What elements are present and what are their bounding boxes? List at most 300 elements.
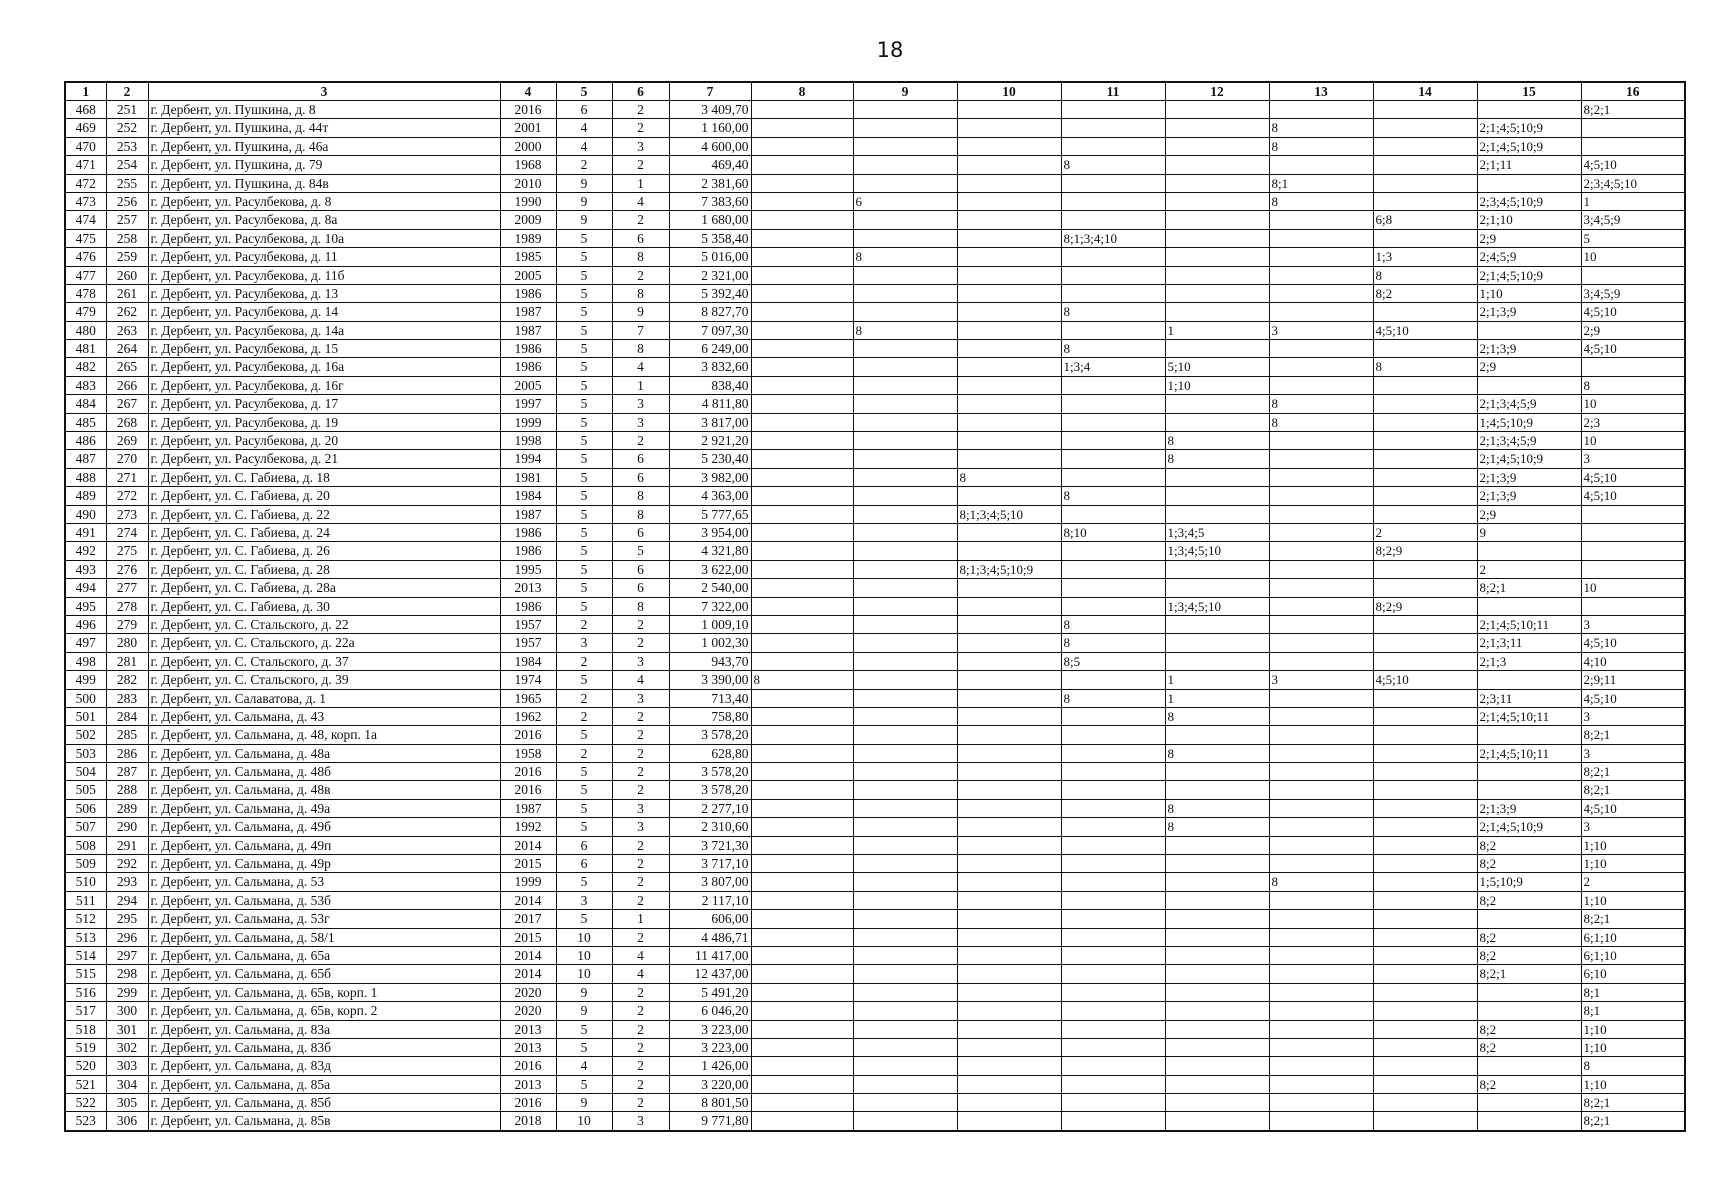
- table-row: [65, 1057, 1685, 1075]
- table-row: [65, 946, 1685, 964]
- cell-col-15: 2;1;3: [1477, 652, 1581, 670]
- cell-col-8: 8: [751, 671, 853, 689]
- cell-col-9: [853, 376, 957, 394]
- cell-floors: 5: [556, 450, 612, 468]
- cell-col-16: 2;9;11: [1581, 671, 1685, 689]
- cell-object-number: 263: [106, 321, 148, 339]
- cell-col-13: [1269, 542, 1373, 560]
- cell-object-number: 276: [106, 560, 148, 578]
- cell-col-10: [957, 855, 1061, 873]
- cell-address: г. Дербент, ул. Расулбекова, д. 19: [148, 413, 500, 431]
- table-row: [65, 395, 1685, 413]
- cell-row-number: 495: [65, 597, 106, 615]
- cell-col-12: [1165, 965, 1269, 983]
- cell-col-16: 4;5;10: [1581, 689, 1685, 707]
- cell-row-number: 489: [65, 487, 106, 505]
- cell-col-13: [1269, 1094, 1373, 1112]
- cell-col-10: [957, 965, 1061, 983]
- cell-col-11: [1061, 266, 1165, 284]
- cell-floors: 5: [556, 487, 612, 505]
- cell-col-10: [957, 726, 1061, 744]
- cell-col-8: [751, 137, 853, 155]
- cell-col-15: 2;1;3;9: [1477, 303, 1581, 321]
- cell-year-built: 1986: [500, 523, 556, 541]
- cell-col-8: [751, 413, 853, 431]
- cell-entrances: 2: [612, 873, 669, 891]
- cell-year-built: 1987: [500, 321, 556, 339]
- table-row: [65, 248, 1685, 266]
- table-row: [65, 671, 1685, 689]
- cell-col-8: [751, 101, 853, 119]
- cell-entrances: 2: [612, 432, 669, 450]
- cell-col-9: [853, 689, 957, 707]
- cell-col-12: [1165, 891, 1269, 909]
- cell-object-number: 264: [106, 340, 148, 358]
- cell-entrances: 7: [612, 321, 669, 339]
- cell-col-12: 1;3;4;5;10: [1165, 542, 1269, 560]
- cell-entrances: 3: [612, 652, 669, 670]
- cell-col-9: [853, 211, 957, 229]
- cell-col-14: [1373, 413, 1477, 431]
- cell-col-14: 4;5;10: [1373, 671, 1477, 689]
- cell-object-number: 274: [106, 523, 148, 541]
- cell-col-11: [1061, 119, 1165, 137]
- cell-object-number: 265: [106, 358, 148, 376]
- cell-col-8: [751, 855, 853, 873]
- cell-col-8: [751, 432, 853, 450]
- cell-col-13: 8: [1269, 873, 1373, 891]
- cell-row-number: 478: [65, 284, 106, 302]
- cell-year-built: 2015: [500, 855, 556, 873]
- cell-object-number: 286: [106, 744, 148, 762]
- cell-area: 3 982,00: [669, 468, 751, 486]
- cell-col-12: [1165, 303, 1269, 321]
- cell-col-16: [1581, 597, 1685, 615]
- cell-col-8: [751, 597, 853, 615]
- cell-col-14: [1373, 229, 1477, 247]
- cell-floors: 5: [556, 560, 612, 578]
- cell-area: 3 807,00: [669, 873, 751, 891]
- cell-col-8: [751, 579, 853, 597]
- cell-area: 3 223,00: [669, 1020, 751, 1038]
- cell-col-10: [957, 671, 1061, 689]
- cell-col-11: [1061, 1020, 1165, 1038]
- cell-col-13: [1269, 340, 1373, 358]
- cell-col-8: [751, 468, 853, 486]
- cell-col-16: 8;2;1: [1581, 101, 1685, 119]
- cell-year-built: 1957: [500, 634, 556, 652]
- cell-col-16: 1;10: [1581, 891, 1685, 909]
- cell-col-15: 8;2;1: [1477, 965, 1581, 983]
- cell-col-13: [1269, 983, 1373, 1001]
- cell-row-number: 501: [65, 707, 106, 725]
- cell-col-16: [1581, 358, 1685, 376]
- cell-col-12: [1165, 1075, 1269, 1093]
- cell-area: 7 322,00: [669, 597, 751, 615]
- cell-col-10: [957, 689, 1061, 707]
- cell-col-12: [1165, 1020, 1269, 1038]
- cell-col-11: 8;5: [1061, 652, 1165, 670]
- table-row: [65, 763, 1685, 781]
- cell-col-15: 2;1;3;9: [1477, 799, 1581, 817]
- cell-col-9: [853, 1038, 957, 1056]
- cell-year-built: 2020: [500, 983, 556, 1001]
- table-row: [65, 873, 1685, 891]
- cell-col-8: [751, 174, 853, 192]
- cell-address: г. Дербент, ул. Пушкина, д. 46а: [148, 137, 500, 155]
- cell-col-14: [1373, 505, 1477, 523]
- cell-col-14: [1373, 946, 1477, 964]
- cell-col-9: [853, 1094, 957, 1112]
- cell-col-8: [751, 818, 853, 836]
- cell-col-14: [1373, 1002, 1477, 1020]
- cell-col-9: [853, 946, 957, 964]
- cell-row-number: 485: [65, 413, 106, 431]
- cell-object-number: 280: [106, 634, 148, 652]
- cell-col-14: [1373, 965, 1477, 983]
- table-row: [65, 542, 1685, 560]
- cell-area: 8 827,70: [669, 303, 751, 321]
- cell-address: г. Дербент, ул. Сальмана, д. 85а: [148, 1075, 500, 1093]
- cell-floors: 5: [556, 818, 612, 836]
- cell-col-16: 4;5;10: [1581, 340, 1685, 358]
- cell-object-number: 281: [106, 652, 148, 670]
- cell-row-number: 477: [65, 266, 106, 284]
- cell-col-15: 2;1;4;5;10;11: [1477, 707, 1581, 725]
- cell-floors: 5: [556, 579, 612, 597]
- cell-entrances: 6: [612, 468, 669, 486]
- cell-floors: 5: [556, 303, 612, 321]
- table-row: [65, 101, 1685, 119]
- cell-entrances: 3: [612, 818, 669, 836]
- cell-col-8: [751, 799, 853, 817]
- cell-col-16: 4;5;10: [1581, 468, 1685, 486]
- cell-area: 5 358,40: [669, 229, 751, 247]
- cell-floors: 4: [556, 1057, 612, 1075]
- table-row: [65, 799, 1685, 817]
- cell-year-built: 2005: [500, 376, 556, 394]
- cell-area: 4 486,71: [669, 928, 751, 946]
- cell-col-14: 2: [1373, 523, 1477, 541]
- cell-col-10: [957, 523, 1061, 541]
- column-header-9: 9: [853, 82, 957, 101]
- cell-col-12: [1165, 1112, 1269, 1131]
- cell-col-14: [1373, 1094, 1477, 1112]
- cell-col-13: [1269, 799, 1373, 817]
- cell-object-number: 282: [106, 671, 148, 689]
- cell-col-13: [1269, 432, 1373, 450]
- cell-object-number: 258: [106, 229, 148, 247]
- table-row: [65, 1038, 1685, 1056]
- cell-object-number: 283: [106, 689, 148, 707]
- cell-col-10: [957, 891, 1061, 909]
- cell-col-11: [1061, 450, 1165, 468]
- cell-object-number: 300: [106, 1002, 148, 1020]
- cell-col-13: [1269, 358, 1373, 376]
- cell-col-8: [751, 707, 853, 725]
- cell-address: г. Дербент, ул. Пушкина, д. 79: [148, 156, 500, 174]
- cell-col-9: [853, 671, 957, 689]
- cell-col-13: 8: [1269, 192, 1373, 210]
- cell-col-14: [1373, 818, 1477, 836]
- cell-col-12: [1165, 1038, 1269, 1056]
- cell-col-14: [1373, 119, 1477, 137]
- cell-row-number: 522: [65, 1094, 106, 1112]
- cell-col-9: [853, 174, 957, 192]
- cell-col-14: [1373, 340, 1477, 358]
- cell-col-11: [1061, 597, 1165, 615]
- cell-col-10: 8: [957, 468, 1061, 486]
- cell-col-13: [1269, 707, 1373, 725]
- cell-object-number: 306: [106, 1112, 148, 1131]
- cell-row-number: 504: [65, 763, 106, 781]
- cell-floors: 5: [556, 505, 612, 523]
- cell-col-15: [1477, 101, 1581, 119]
- cell-address: г. Дербент, ул. С. Габиева, д. 22: [148, 505, 500, 523]
- table-row: [65, 707, 1685, 725]
- cell-col-8: [751, 1057, 853, 1075]
- cell-col-16: 4;5;10: [1581, 487, 1685, 505]
- cell-col-11: 8: [1061, 634, 1165, 652]
- table-row: [65, 321, 1685, 339]
- cell-col-10: [957, 707, 1061, 725]
- cell-year-built: 1984: [500, 652, 556, 670]
- cell-row-number: 512: [65, 910, 106, 928]
- cell-col-16: [1581, 505, 1685, 523]
- cell-floors: 5: [556, 340, 612, 358]
- cell-address: г. Дербент, ул. Сальмана, д. 85б: [148, 1094, 500, 1112]
- cell-col-8: [751, 119, 853, 137]
- cell-year-built: 2014: [500, 891, 556, 909]
- cell-row-number: 505: [65, 781, 106, 799]
- cell-col-9: [853, 763, 957, 781]
- cell-col-15: 2;9: [1477, 229, 1581, 247]
- cell-col-16: [1581, 523, 1685, 541]
- cell-area: 5 777,65: [669, 505, 751, 523]
- cell-col-10: [957, 413, 1061, 431]
- cell-col-10: [957, 928, 1061, 946]
- cell-floors: 2: [556, 652, 612, 670]
- table-row: [65, 910, 1685, 928]
- cell-area: 3 832,60: [669, 358, 751, 376]
- cell-row-number: 496: [65, 615, 106, 633]
- table-row: [65, 891, 1685, 909]
- table-row: [65, 744, 1685, 762]
- cell-row-number: 510: [65, 873, 106, 891]
- cell-col-16: 3: [1581, 615, 1685, 633]
- cell-col-11: [1061, 836, 1165, 854]
- cell-col-16: 3;4;5;9: [1581, 211, 1685, 229]
- cell-area: 3 223,00: [669, 1038, 751, 1056]
- cell-row-number: 474: [65, 211, 106, 229]
- cell-col-13: [1269, 229, 1373, 247]
- cell-col-11: 8: [1061, 303, 1165, 321]
- cell-row-number: 521: [65, 1075, 106, 1093]
- cell-col-13: [1269, 744, 1373, 762]
- table-row: [65, 358, 1685, 376]
- cell-row-number: 490: [65, 505, 106, 523]
- cell-col-13: [1269, 376, 1373, 394]
- cell-col-15: [1477, 597, 1581, 615]
- cell-col-16: 10: [1581, 395, 1685, 413]
- cell-col-15: [1477, 321, 1581, 339]
- cell-col-16: 3: [1581, 450, 1685, 468]
- cell-col-13: [1269, 1002, 1373, 1020]
- cell-col-8: [751, 726, 853, 744]
- cell-col-11: 1;3;4: [1061, 358, 1165, 376]
- cell-col-12: [1165, 910, 1269, 928]
- cell-col-13: [1269, 523, 1373, 541]
- column-header-12: 12: [1165, 82, 1269, 101]
- cell-address: г. Дербент, ул. Сальмана, д. 58/1: [148, 928, 500, 946]
- cell-col-12: [1165, 763, 1269, 781]
- cell-col-15: 2;1;3;9: [1477, 487, 1581, 505]
- cell-area: 4 321,80: [669, 542, 751, 560]
- cell-object-number: 272: [106, 487, 148, 505]
- cell-col-11: [1061, 1038, 1165, 1056]
- header-row: [65, 82, 1685, 101]
- cell-col-16: 3: [1581, 818, 1685, 836]
- cell-col-14: [1373, 726, 1477, 744]
- cell-col-9: [853, 450, 957, 468]
- cell-col-14: [1373, 1075, 1477, 1093]
- cell-year-built: 2016: [500, 726, 556, 744]
- cell-address: г. Дербент, ул. Сальмана, д. 49а: [148, 799, 500, 817]
- cell-area: 1 009,10: [669, 615, 751, 633]
- cell-floors: 2: [556, 156, 612, 174]
- cell-col-9: 8: [853, 321, 957, 339]
- cell-col-16: 8;2;1: [1581, 726, 1685, 744]
- cell-col-10: [957, 579, 1061, 597]
- cell-area: 2 117,10: [669, 891, 751, 909]
- cell-entrances: 2: [612, 634, 669, 652]
- cell-area: 943,70: [669, 652, 751, 670]
- cell-col-15: [1477, 1002, 1581, 1020]
- cell-col-15: 2;3;4;5;10;9: [1477, 192, 1581, 210]
- cell-col-9: [853, 432, 957, 450]
- cell-col-15: [1477, 983, 1581, 1001]
- cell-col-9: [853, 542, 957, 560]
- cell-col-11: [1061, 818, 1165, 836]
- cell-row-number: 480: [65, 321, 106, 339]
- cell-col-11: [1061, 432, 1165, 450]
- cell-col-11: 8;10: [1061, 523, 1165, 541]
- cell-col-8: [751, 358, 853, 376]
- cell-col-16: 8;2;1: [1581, 1112, 1685, 1131]
- cell-col-10: [957, 1020, 1061, 1038]
- cell-object-number: 255: [106, 174, 148, 192]
- cell-floors: 9: [556, 983, 612, 1001]
- cell-object-number: 291: [106, 836, 148, 854]
- cell-address: г. Дербент, ул. Расулбекова, д. 21: [148, 450, 500, 468]
- cell-col-11: [1061, 413, 1165, 431]
- cell-col-10: [957, 836, 1061, 854]
- cell-col-15: [1477, 763, 1581, 781]
- cell-col-14: [1373, 928, 1477, 946]
- cell-col-9: [853, 1057, 957, 1075]
- cell-row-number: 520: [65, 1057, 106, 1075]
- cell-row-number: 482: [65, 358, 106, 376]
- cell-col-11: [1061, 468, 1165, 486]
- cell-col-11: [1061, 946, 1165, 964]
- cell-area: 1 002,30: [669, 634, 751, 652]
- cell-col-8: [751, 156, 853, 174]
- cell-col-8: [751, 192, 853, 210]
- cell-col-12: [1165, 652, 1269, 670]
- cell-col-12: [1165, 413, 1269, 431]
- cell-area: 4 811,80: [669, 395, 751, 413]
- table-row: [65, 983, 1685, 1001]
- cell-entrances: 2: [612, 1002, 669, 1020]
- cell-col-13: [1269, 855, 1373, 873]
- cell-row-number: 487: [65, 450, 106, 468]
- cell-col-9: [853, 284, 957, 302]
- cell-year-built: 1995: [500, 560, 556, 578]
- table-row: [65, 505, 1685, 523]
- cell-col-10: 8;1;3;4;5;10: [957, 505, 1061, 523]
- cell-entrances: 2: [612, 156, 669, 174]
- cell-floors: 9: [556, 211, 612, 229]
- cell-col-11: [1061, 376, 1165, 394]
- cell-row-number: 491: [65, 523, 106, 541]
- cell-col-11: [1061, 726, 1165, 744]
- cell-row-number: 488: [65, 468, 106, 486]
- table-row: [65, 726, 1685, 744]
- cell-area: 3 578,20: [669, 726, 751, 744]
- cell-col-14: [1373, 560, 1477, 578]
- cell-area: 12 437,00: [669, 965, 751, 983]
- cell-col-11: [1061, 174, 1165, 192]
- cell-col-15: 9: [1477, 523, 1581, 541]
- cell-address: г. Дербент, ул. Расулбекова, д. 8: [148, 192, 500, 210]
- cell-row-number: 468: [65, 101, 106, 119]
- cell-col-15: 8;2: [1477, 836, 1581, 854]
- cell-col-14: [1373, 781, 1477, 799]
- cell-entrances: 4: [612, 965, 669, 983]
- cell-floors: 5: [556, 1038, 612, 1056]
- cell-col-15: 8;2: [1477, 1038, 1581, 1056]
- cell-col-9: [853, 395, 957, 413]
- column-header-6: 6: [612, 82, 669, 101]
- cell-object-number: 305: [106, 1094, 148, 1112]
- cell-col-13: [1269, 818, 1373, 836]
- cell-col-14: 8: [1373, 358, 1477, 376]
- cell-col-12: [1165, 560, 1269, 578]
- cell-col-9: [853, 891, 957, 909]
- cell-row-number: 476: [65, 248, 106, 266]
- cell-col-9: [853, 579, 957, 597]
- cell-col-10: [957, 799, 1061, 817]
- cell-year-built: 1958: [500, 744, 556, 762]
- cell-col-16: 8;2;1: [1581, 763, 1685, 781]
- cell-col-8: [751, 652, 853, 670]
- cell-year-built: 1968: [500, 156, 556, 174]
- cell-col-11: [1061, 983, 1165, 1001]
- cell-area: 6 046,20: [669, 1002, 751, 1020]
- cell-row-number: 492: [65, 542, 106, 560]
- cell-col-13: [1269, 450, 1373, 468]
- cell-object-number: 297: [106, 946, 148, 964]
- cell-col-16: 4;5;10: [1581, 799, 1685, 817]
- cell-col-12: [1165, 1057, 1269, 1075]
- cell-col-16: 5: [1581, 229, 1685, 247]
- cell-row-number: 517: [65, 1002, 106, 1020]
- cell-floors: 5: [556, 671, 612, 689]
- cell-col-16: 8: [1581, 376, 1685, 394]
- cell-col-14: [1373, 101, 1477, 119]
- cell-address: г. Дербент, ул. Сальмана, д. 43: [148, 707, 500, 725]
- cell-address: г. Дербент, ул. Салаватова, д. 1: [148, 689, 500, 707]
